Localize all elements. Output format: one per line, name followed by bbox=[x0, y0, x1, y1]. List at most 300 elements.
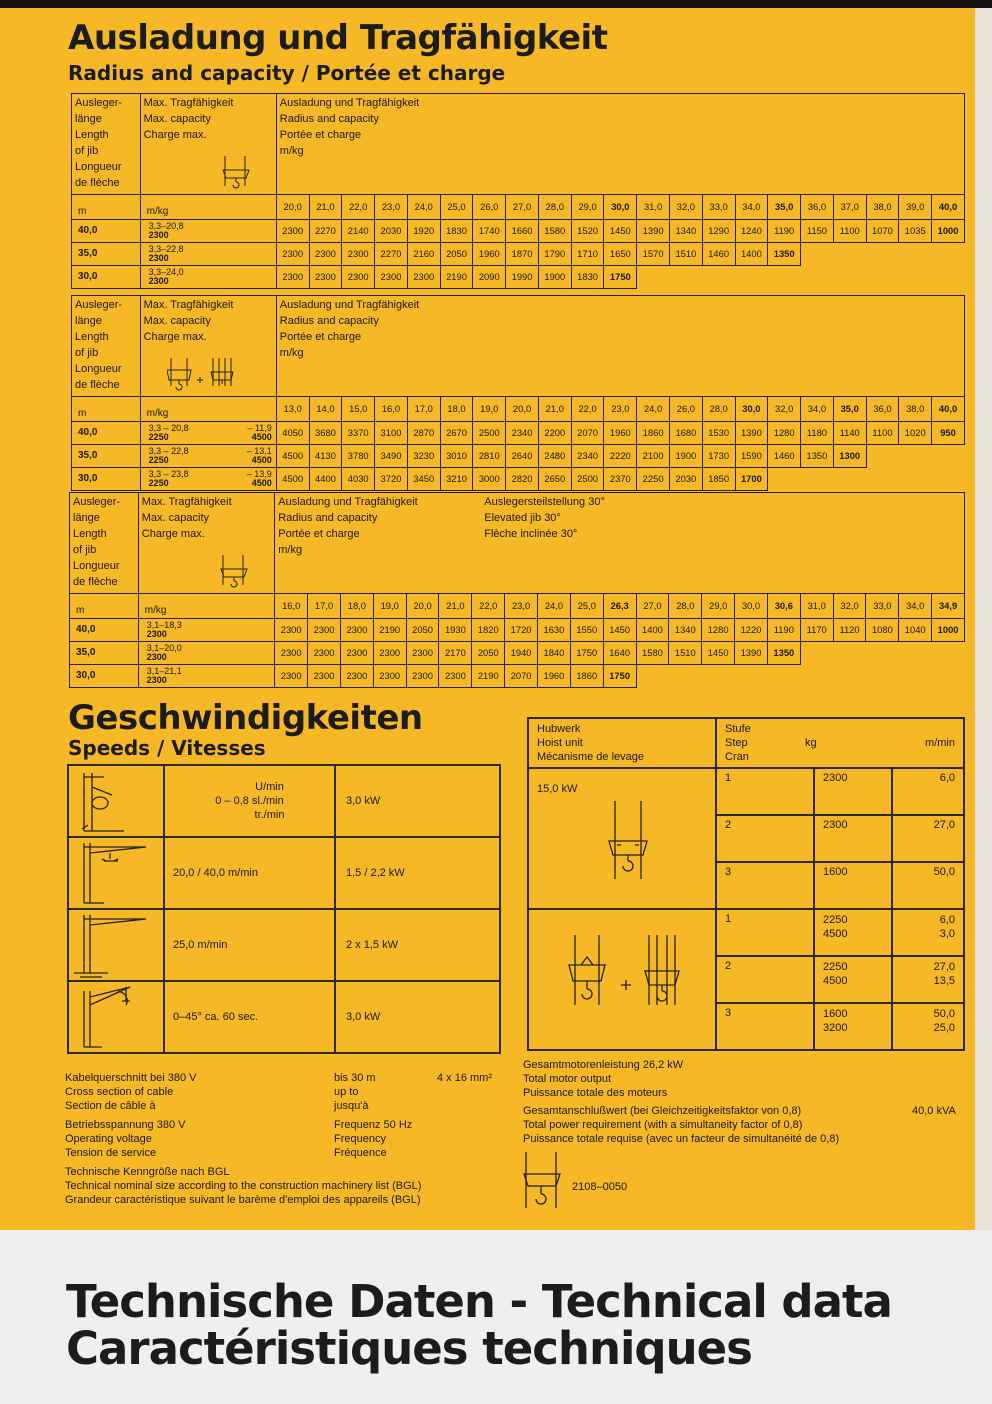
capacity-value: 1830 bbox=[571, 265, 604, 288]
empty-cell bbox=[833, 641, 866, 664]
double-kg-3b: 3200 bbox=[823, 1022, 848, 1034]
double-mmin-3b: 25,0 bbox=[933, 1022, 955, 1034]
capacity-value: 3370 bbox=[342, 421, 375, 444]
capacity-value: 1520 bbox=[571, 219, 604, 242]
capacity-value: 1040 bbox=[899, 618, 932, 641]
voltage-de: Betriebsspannung 380 V bbox=[65, 1119, 186, 1131]
empty-cell bbox=[801, 242, 834, 265]
capacity-value: 1550 bbox=[570, 618, 603, 641]
voltage-label bbox=[65, 1118, 185, 1160]
capacity-value: 2030 bbox=[375, 219, 408, 242]
radius-value: 25,0 bbox=[440, 194, 473, 219]
empty-cell bbox=[932, 265, 965, 288]
capacity-max: 2250 bbox=[148, 431, 169, 442]
capacity-value: 2300 bbox=[340, 641, 373, 664]
radius-value: 30,0 bbox=[735, 396, 768, 421]
capacity-value: 2300 bbox=[276, 265, 309, 288]
capacity-value: 1640 bbox=[603, 641, 636, 664]
radius-value: 17,0 bbox=[308, 593, 341, 618]
hoist-power: 15,0 kW bbox=[537, 783, 578, 795]
table-row bbox=[72, 421, 965, 444]
jib-length-value: 40,0 bbox=[70, 618, 139, 641]
capacity-value: 1150 bbox=[801, 219, 834, 242]
radius-value: 19,0 bbox=[373, 593, 406, 618]
capacity-value: 1650 bbox=[604, 242, 637, 265]
jib-header-line: of jib bbox=[73, 543, 97, 556]
empty-cell bbox=[669, 265, 702, 288]
double-kg-3a: 1600 bbox=[823, 1008, 848, 1020]
radius-value: 18,0 bbox=[440, 396, 473, 421]
capacity-value: 1180 bbox=[801, 421, 834, 444]
double-kg-2b: 4500 bbox=[823, 975, 848, 987]
jib-header-line: Length bbox=[73, 527, 107, 540]
double-kg-1a: 2250 bbox=[823, 914, 848, 926]
speed-value-1: 20,0 / 40,0 m/min bbox=[164, 837, 335, 909]
capacity-value: 2200 bbox=[538, 421, 571, 444]
capacity-max-2: 4500 bbox=[251, 477, 272, 488]
bgl-en: Technical nominal size according to the construction machinery list (BGL) bbox=[65, 1180, 422, 1192]
radius-value: 23,0 bbox=[604, 396, 637, 421]
table-row bbox=[72, 265, 965, 288]
capacity-range: 3,3 – 20,8 bbox=[148, 422, 189, 433]
double-step-1: 1 bbox=[716, 909, 814, 956]
capacity-value: 1120 bbox=[833, 618, 866, 641]
max-cap-line: Max. capacity bbox=[143, 314, 211, 327]
radius-header-line: Ausladung und Tragfähigkeit bbox=[278, 496, 418, 508]
capacity-value: 1850 bbox=[702, 467, 735, 490]
jib-length-value: 35,0 bbox=[72, 242, 141, 265]
radius-header-line: Portée et charge bbox=[279, 128, 362, 141]
capacity-value: 2050 bbox=[440, 242, 473, 265]
empty-cell bbox=[866, 664, 899, 687]
capacity-value: 1000 bbox=[932, 618, 965, 641]
capacity-value: 1920 bbox=[407, 219, 440, 242]
radius-value: 18,0 bbox=[340, 593, 373, 618]
capacity-value: 2300 bbox=[342, 242, 375, 265]
max-cap-line: Max. Tragfähigkeit bbox=[141, 496, 232, 508]
capacity-range: 3,3–22,8 bbox=[148, 243, 184, 254]
capacity-value: 3680 bbox=[309, 421, 342, 444]
capacity-value: 2300 bbox=[309, 265, 342, 288]
capacity-value: 2480 bbox=[538, 444, 571, 467]
capacity-value: 3210 bbox=[440, 467, 473, 490]
capacity-value: 1730 bbox=[702, 444, 735, 467]
capacity-value: 1750 bbox=[603, 664, 636, 687]
step-header-de: Stufe bbox=[725, 723, 751, 735]
capacity-value: 4500 bbox=[276, 467, 309, 490]
max-capacity-value bbox=[140, 242, 276, 265]
voltage-fr: Tension de service bbox=[65, 1147, 157, 1159]
capacity-value: 2300 bbox=[406, 641, 439, 664]
capacity-unit: m/kg bbox=[140, 396, 276, 421]
radius-value: 23,0 bbox=[375, 194, 408, 219]
connection-de: Gesamtanschlußwert (bei Gleichzeitigkeitsfaktor von 0,8) bbox=[523, 1105, 802, 1117]
radius-value: 20,0 bbox=[276, 194, 309, 219]
speed-value-0a: U/min bbox=[255, 781, 284, 793]
empty-cell bbox=[669, 664, 702, 687]
bottom-title-line2: Caractéristiques techniques bbox=[66, 1322, 752, 1375]
table-row bbox=[70, 664, 965, 687]
cable-fr: Section de câble à bbox=[65, 1100, 156, 1112]
speeds-title: Geschwindigkeiten bbox=[68, 698, 423, 738]
capacity-range: 3,3 – 23,8 bbox=[148, 468, 189, 479]
hoist-header-fr: Mécanisme de levage bbox=[537, 751, 645, 763]
motor-en: Total motor output bbox=[523, 1073, 612, 1085]
capacity-range-2: – 13,1 bbox=[246, 445, 272, 456]
capacity-value: 1570 bbox=[637, 242, 670, 265]
max-capacity-header bbox=[140, 94, 276, 195]
capacity-value: 1960 bbox=[538, 664, 571, 687]
capacity-value: 1580 bbox=[636, 641, 669, 664]
capacity-value: 2300 bbox=[308, 618, 341, 641]
elevated-jib-line: Elevated jib 30° bbox=[484, 511, 561, 524]
radius-value: 23,0 bbox=[505, 593, 538, 618]
max-cap-line: Max. Tragfähigkeit bbox=[143, 97, 234, 109]
jib-length-header bbox=[70, 493, 139, 594]
capacity-value: 1390 bbox=[637, 219, 670, 242]
capacity-max: 2300 bbox=[148, 252, 169, 263]
elevated-jib-line: Flèche inclinée 30° bbox=[484, 527, 578, 540]
capacity-value: 1590 bbox=[735, 444, 768, 467]
capacity-value: 1340 bbox=[669, 219, 702, 242]
capacity-value: 1450 bbox=[604, 219, 637, 242]
table-row bbox=[72, 444, 965, 467]
power-value-0: 3,0 kW bbox=[335, 765, 500, 837]
max-cap-line: Max. capacity bbox=[141, 511, 210, 524]
power-requirement-value: 40,0 kVA bbox=[912, 1105, 956, 1117]
sheet-edge bbox=[975, 8, 992, 1230]
capacity-value: 1080 bbox=[866, 618, 899, 641]
empty-cell bbox=[767, 664, 800, 687]
capacity-value: 2300 bbox=[439, 664, 472, 687]
empty-cell bbox=[899, 467, 932, 490]
power-value-2: 2 x 1,5 kW bbox=[335, 909, 500, 981]
capacity-value: 1740 bbox=[473, 219, 506, 242]
capacity-value: 1900 bbox=[669, 444, 702, 467]
jib-header-line: Ausleger- bbox=[75, 299, 123, 311]
radius-header-line: Portée et charge bbox=[278, 527, 360, 540]
max-capacity-value bbox=[138, 664, 275, 687]
capacity-value: 1580 bbox=[538, 219, 571, 242]
capacity-value: 1460 bbox=[768, 444, 801, 467]
jib-header-line: Longueur bbox=[73, 559, 120, 572]
page-subtitle: Radius and capacity / Portée et charge bbox=[68, 61, 506, 85]
jib-header-line: Length bbox=[75, 330, 109, 343]
capacity-value: 2300 bbox=[373, 664, 406, 687]
capacity-value: 1000 bbox=[932, 219, 965, 242]
empty-cell bbox=[702, 265, 735, 288]
capacity-table-1 bbox=[71, 93, 965, 289]
capacity-value: 2300 bbox=[373, 641, 406, 664]
jib-header-line: de flèche bbox=[73, 575, 118, 588]
table-row bbox=[72, 219, 965, 242]
capacity-max: 2300 bbox=[146, 651, 167, 662]
radius-value: 34,0 bbox=[899, 593, 932, 618]
trolley-crane-icon bbox=[70, 839, 160, 907]
capacity-value: 2300 bbox=[308, 641, 341, 664]
radius-value: 20,0 bbox=[406, 593, 439, 618]
single-step-2: 2 bbox=[716, 815, 814, 862]
capacity-range-2: – 11,9 bbox=[247, 422, 272, 433]
capacity-value: 1870 bbox=[506, 242, 539, 265]
capacity-value: 1220 bbox=[735, 618, 768, 641]
radius-capacity-header bbox=[275, 493, 965, 594]
capacity-max: 2300 bbox=[146, 628, 167, 639]
double-step-2: 2 bbox=[716, 956, 814, 1003]
empty-cell bbox=[735, 265, 768, 288]
power-value-3: 3,0 kW bbox=[335, 981, 500, 1053]
hook-icon bbox=[221, 156, 251, 192]
hook-icon bbox=[219, 555, 249, 591]
bottom-title-line1: Technische Daten - Technical data bbox=[66, 1275, 892, 1328]
capacity-unit: m/kg bbox=[140, 194, 276, 219]
speed-icon-cell bbox=[68, 909, 164, 981]
radius-value: 17,0 bbox=[407, 396, 440, 421]
empty-cell bbox=[899, 664, 932, 687]
radius-value: 19,0 bbox=[473, 396, 506, 421]
capacity-value: 1750 bbox=[570, 641, 603, 664]
capacity-value: 2300 bbox=[342, 265, 375, 288]
empty-cell bbox=[866, 444, 899, 467]
radius-header-line: Radius and capacity bbox=[278, 511, 378, 524]
single-step-3: 3 bbox=[716, 862, 814, 909]
capacity-value: 1240 bbox=[735, 219, 768, 242]
capacity-value: 1930 bbox=[439, 618, 472, 641]
top-edge bbox=[0, 0, 992, 8]
radius-value: 16,0 bbox=[375, 396, 408, 421]
jib-length-header bbox=[72, 94, 141, 195]
radius-value: 14,0 bbox=[309, 396, 342, 421]
single-mmin-3: 50,0 bbox=[892, 862, 964, 909]
jib-unit: m bbox=[70, 593, 139, 618]
cable-size: 4 x 16 mm² bbox=[437, 1072, 493, 1084]
cable-label bbox=[65, 1071, 196, 1113]
empty-cell bbox=[932, 641, 965, 664]
motor-de: Gesamtmotorenleistung 26,2 kW bbox=[523, 1059, 684, 1071]
max-cap-line: Charge max. bbox=[143, 330, 207, 343]
capacity-value: 2300 bbox=[309, 242, 342, 265]
capacity-max: 2300 bbox=[148, 229, 169, 240]
jib-header-line: länge bbox=[73, 511, 100, 524]
capacity-value: 2090 bbox=[473, 265, 506, 288]
capacity-value: 3720 bbox=[375, 467, 408, 490]
radius-value: 40,0 bbox=[932, 396, 965, 421]
speed-value-0b: 0 – 0,8 sl./min bbox=[215, 795, 284, 807]
capacity-value: 1100 bbox=[866, 421, 899, 444]
capacity-value: 1280 bbox=[702, 618, 735, 641]
capacity-value: 1290 bbox=[702, 219, 735, 242]
capacity-value: 4400 bbox=[309, 467, 342, 490]
capacity-value: 2050 bbox=[472, 641, 505, 664]
capacity-value: 3010 bbox=[440, 444, 473, 467]
jib-length-value: 40,0 bbox=[72, 219, 141, 242]
capacity-value: 2070 bbox=[571, 421, 604, 444]
radius-value: 29,0 bbox=[571, 194, 604, 219]
cable-length bbox=[334, 1071, 376, 1113]
radius-value: 21,0 bbox=[538, 396, 571, 421]
capacity-value: 1960 bbox=[604, 421, 637, 444]
capacity-value: 1140 bbox=[833, 421, 866, 444]
double-mmin-2a: 27,0 bbox=[933, 961, 955, 973]
capacity-value: 2340 bbox=[506, 421, 539, 444]
empty-cell bbox=[833, 265, 866, 288]
capacity-value: 2250 bbox=[637, 467, 670, 490]
radius-header-line: Ausladung und Tragfähigkeit bbox=[279, 299, 420, 311]
capacity-value: 1350 bbox=[767, 641, 800, 664]
capacity-max: 2250 bbox=[148, 454, 169, 465]
capacity-table-2 bbox=[71, 295, 965, 491]
capacity-value: 1900 bbox=[538, 265, 571, 288]
radius-header-line: Radius and capacity bbox=[279, 314, 379, 327]
capacity-range: 3,1–18,3 bbox=[146, 619, 182, 630]
empty-cell bbox=[800, 641, 833, 664]
capacity-value: 1350 bbox=[801, 444, 834, 467]
empty-cell bbox=[899, 641, 932, 664]
max-cap-line: Charge max. bbox=[141, 527, 205, 540]
capacity-max: 2300 bbox=[146, 674, 167, 685]
capacity-value: 1660 bbox=[506, 219, 539, 242]
max-capacity-value bbox=[140, 421, 276, 444]
capacity-value: 2140 bbox=[342, 219, 375, 242]
connection-fr: Puissance totale requise (avec un facteur de simultanéité de 0,8) bbox=[523, 1133, 840, 1145]
capacity-value: 1190 bbox=[767, 618, 800, 641]
jib-header-line: Longueur bbox=[75, 362, 122, 375]
empty-cell bbox=[702, 664, 735, 687]
empty-cell bbox=[932, 664, 965, 687]
capacity-value: 4030 bbox=[342, 467, 375, 490]
radius-value: 30,6 bbox=[767, 593, 800, 618]
capacity-value: 1400 bbox=[636, 618, 669, 641]
capacity-value: 1830 bbox=[440, 219, 473, 242]
jib-length-value: 40,0 bbox=[72, 421, 141, 444]
cable-length-en: up to bbox=[334, 1086, 359, 1098]
capacity-value: 2670 bbox=[440, 421, 473, 444]
capacity-value: 1530 bbox=[702, 421, 735, 444]
max-cap-line: Max. capacity bbox=[143, 112, 211, 125]
double-mmin-3a: 50,0 bbox=[933, 1008, 955, 1020]
radius-value: 27,0 bbox=[636, 593, 669, 618]
capacity-max-2: 4500 bbox=[251, 454, 272, 465]
max-cap-line: Charge max. bbox=[143, 128, 207, 141]
radius-value: 38,0 bbox=[899, 396, 932, 421]
capacity-value: 1790 bbox=[538, 242, 571, 265]
max-capacity-value bbox=[140, 444, 276, 467]
jib-length-value: 35,0 bbox=[70, 641, 139, 664]
cable-en: Cross section of cable bbox=[65, 1086, 174, 1098]
hoist-header-en: Hoist unit bbox=[537, 737, 583, 749]
empty-cell bbox=[932, 467, 965, 490]
single-kg-2: 2300 bbox=[814, 815, 892, 862]
capacity-value: 2220 bbox=[604, 444, 637, 467]
jib-header-line: Length bbox=[75, 128, 109, 141]
step-header-fr: Cran bbox=[725, 751, 749, 763]
capacity-value: 1750 bbox=[604, 265, 637, 288]
bgl-label bbox=[65, 1165, 421, 1207]
capacity-value: 2810 bbox=[473, 444, 506, 467]
radius-value: 21,0 bbox=[309, 194, 342, 219]
motor-output bbox=[523, 1058, 683, 1100]
jib-header-line: de flèche bbox=[75, 176, 120, 189]
radius-value: 16,0 bbox=[275, 593, 308, 618]
page-title: Ausladung und Tragfähigkeit bbox=[68, 18, 608, 58]
motor-fr: Puissance totale des moteurs bbox=[523, 1087, 668, 1099]
capacity-value: 2050 bbox=[406, 618, 439, 641]
jib-header-line: Ausleger- bbox=[73, 496, 121, 508]
capacity-value: 2030 bbox=[669, 467, 702, 490]
cable-length-fr: jusqu'à bbox=[334, 1100, 369, 1112]
empty-cell bbox=[768, 265, 801, 288]
jib-header-line: of jib bbox=[75, 346, 99, 359]
radius-header-line: Ausladung und Tragfähigkeit bbox=[279, 97, 420, 109]
jib-header-line: of jib bbox=[75, 144, 99, 157]
empty-cell bbox=[833, 242, 866, 265]
radius-header-line: m/kg bbox=[279, 346, 304, 359]
capacity-value: 1070 bbox=[866, 219, 899, 242]
capacity-value: 2500 bbox=[473, 421, 506, 444]
capacity-value: 1390 bbox=[735, 421, 768, 444]
double-kg-1b: 4500 bbox=[823, 928, 848, 940]
cable-de: Kabelquerschnitt bei 380 V bbox=[65, 1072, 197, 1084]
radius-header-line: m/kg bbox=[278, 543, 303, 556]
radius-value: 22,0 bbox=[342, 194, 375, 219]
capacity-range: 3,3–20,8 bbox=[148, 220, 184, 231]
jib-header-line: Ausleger- bbox=[75, 97, 123, 109]
radius-capacity-header bbox=[276, 94, 964, 195]
jib-header-line: länge bbox=[75, 112, 102, 125]
connection-en: Total power requirement (with a simultaneity factor of 0,8) bbox=[523, 1119, 803, 1131]
capacity-value: 2190 bbox=[472, 664, 505, 687]
frequency-label bbox=[334, 1118, 412, 1160]
capacity-value: 2300 bbox=[308, 664, 341, 687]
capacity-value: 3100 bbox=[375, 421, 408, 444]
slewing-crane-icon bbox=[70, 767, 160, 835]
radius-value: 28,0 bbox=[538, 194, 571, 219]
capacity-range: 3,1–21,1 bbox=[146, 665, 182, 676]
radius-value: 34,0 bbox=[801, 396, 834, 421]
capacity-max: 2300 bbox=[148, 275, 169, 286]
radius-value: 26,0 bbox=[473, 194, 506, 219]
capacity-value: 2270 bbox=[309, 219, 342, 242]
capacity-value: 2870 bbox=[407, 421, 440, 444]
capacity-value: 3230 bbox=[407, 444, 440, 467]
capacity-value: 2820 bbox=[506, 467, 539, 490]
single-hook-icon bbox=[603, 801, 663, 891]
radius-value: 33,0 bbox=[702, 194, 735, 219]
capacity-value: 2170 bbox=[439, 641, 472, 664]
capacity-value: 1720 bbox=[505, 618, 538, 641]
radius-value: 31,0 bbox=[800, 593, 833, 618]
capacity-value: 2300 bbox=[406, 664, 439, 687]
capacity-value: 2300 bbox=[275, 618, 308, 641]
capacity-value: 2100 bbox=[637, 444, 670, 467]
table-row bbox=[70, 618, 965, 641]
capacity-value: 1820 bbox=[472, 618, 505, 641]
empty-cell bbox=[899, 444, 932, 467]
capacity-value: 2300 bbox=[340, 664, 373, 687]
speed-value-2: 25,0 m/min bbox=[164, 909, 335, 981]
jib-header-line: Longueur bbox=[75, 160, 122, 173]
radius-value: 33,0 bbox=[866, 593, 899, 618]
radius-header-line: Portée et charge bbox=[279, 330, 362, 343]
radius-value: 34,0 bbox=[735, 194, 768, 219]
single-kg-3: 1600 bbox=[814, 862, 892, 909]
frequency-de: Frequenz 50 Hz bbox=[334, 1119, 413, 1131]
capacity-value: 2300 bbox=[375, 265, 408, 288]
capacity-value: 1390 bbox=[735, 641, 768, 664]
radius-value: 24,0 bbox=[538, 593, 571, 618]
empty-cell bbox=[637, 265, 670, 288]
frequency-fr: Fréquence bbox=[334, 1147, 387, 1159]
